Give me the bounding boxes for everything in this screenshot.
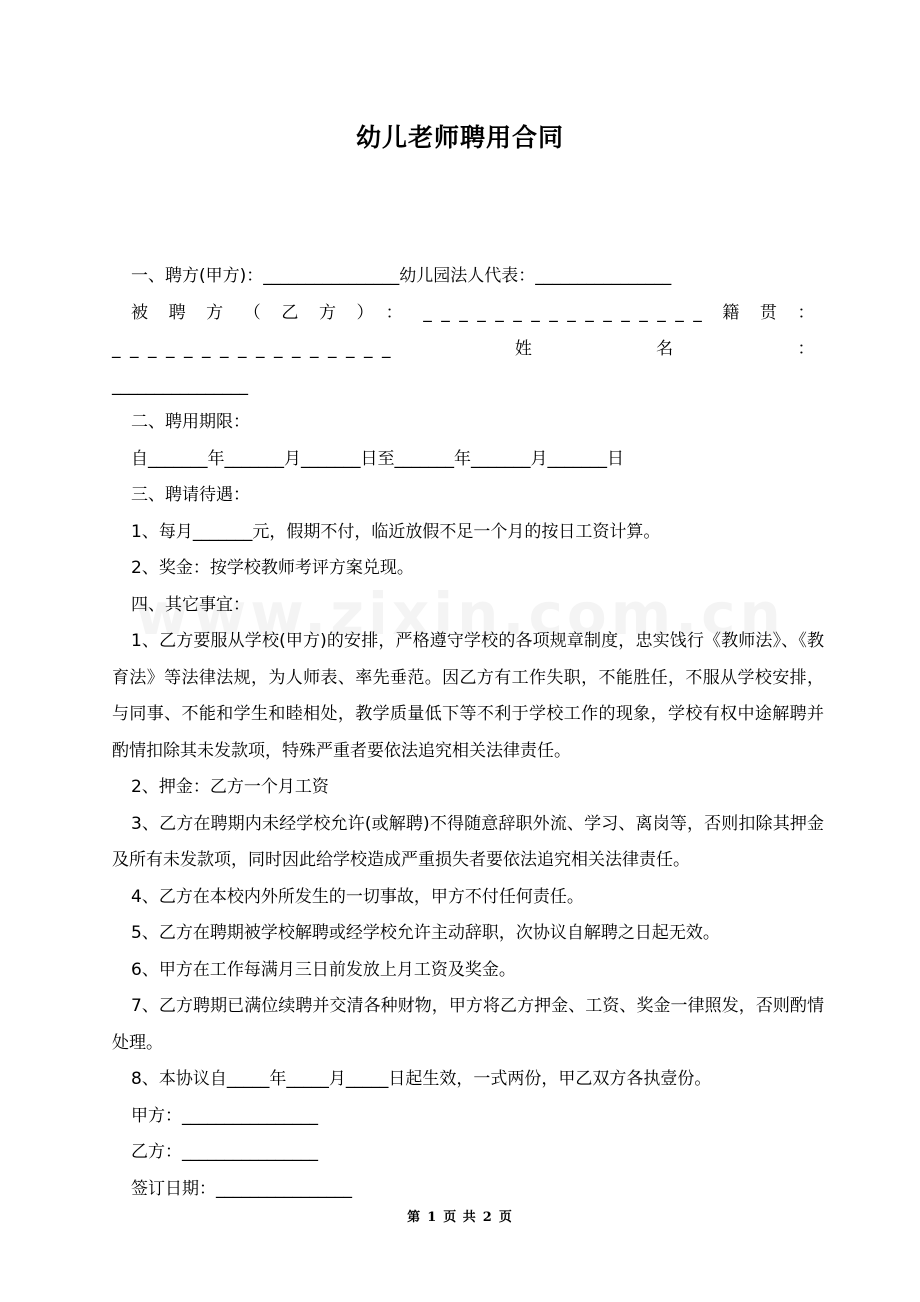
footer-total-pages: 2 xyxy=(482,1210,493,1225)
page-footer xyxy=(0,1206,920,1225)
clause-other-7: 7、乙方聘期已满位续聘并交清各种财物，甲方将乙方押金、工资、奖金一律照发，否则酌情处理。 xyxy=(112,996,824,1053)
clause-other-1: 1、乙方要服从学校(甲方)的安排，严格遵守学校的各项规章制度，忠实饯行《教师法》、《教育法》等法律法规，为人师表、率先垂范。因乙方有工作失职，不能胜任，不服从学校安排，与同事、不能和学生和睦相处，教学质量低下等不利于学校工作的现象，学校有权中途解聘并酌情扣除其未发款项，特殊严重者要依法追究相关法律责任。 xyxy=(112,631,824,761)
clause-other-5: 5、乙方在聘期被学校解聘或经学校允许主动辞职，次协议自解聘之日起无效。 xyxy=(131,923,720,943)
footer-prefix: 第 xyxy=(407,1210,422,1225)
clause-parties-name-blank: ________________ xyxy=(112,375,248,396)
clause-other-3: 3、乙方在聘期内未经学校允许(或解聘)不得随意辞职外流、学习、离岗等，否则扣除其押金及所有未发款项，同时因此给学校造成严重损失者要依法追究相关法律责任。 xyxy=(112,813,824,870)
clause-term-dates: 自_______年_______月_______日至_______年_______月_______日 xyxy=(131,448,624,469)
clause-other-6: 6、甲方在工作每满月三日前发放上月工资及奖金。 xyxy=(131,959,516,980)
footer-middle: 页 共 xyxy=(443,1210,477,1225)
footer-suffix: 页 xyxy=(498,1210,513,1225)
clause-other-8: 8、本协议自_____年_____月_____日起生效，一式两份，甲乙双方各执壹份。 xyxy=(131,1069,712,1089)
clause-bonus: 2、奖金：按学校教师考评方案兑现。 xyxy=(131,558,414,578)
footer-page-number: 1 xyxy=(427,1210,438,1225)
signature-party-a: 甲方：________________ xyxy=(131,1105,318,1126)
signature-party-b: 乙方：________________ xyxy=(131,1142,318,1162)
signature-date: 签订日期：________________ xyxy=(131,1178,352,1199)
section-heading-compensation: 三、聘请待遇： xyxy=(131,485,250,505)
clause-salary: 1、每月_______元，假期不付，临近放假不足一个月的按日工资计算。 xyxy=(131,521,661,542)
contract-body xyxy=(112,258,824,1207)
clause-parties-employee: 被聘方（乙方）：________________籍贯：________________姓名： xyxy=(112,302,824,359)
clause-other-2: 2、押金：乙方一个月工资 xyxy=(131,777,329,797)
clause-parties-employer: 一、聘方(甲方)：________________幼儿园法人代表：________________ xyxy=(131,266,672,286)
document-title: 幼儿老师聘用合同 xyxy=(355,123,564,152)
section-heading-term: 二、聘用期限： xyxy=(131,412,250,432)
section-heading-other: 四、其它事宜： xyxy=(131,594,250,615)
clause-other-4: 4、乙方在本校内外所发生的一切事故，甲方不付任何责任。 xyxy=(131,886,584,907)
